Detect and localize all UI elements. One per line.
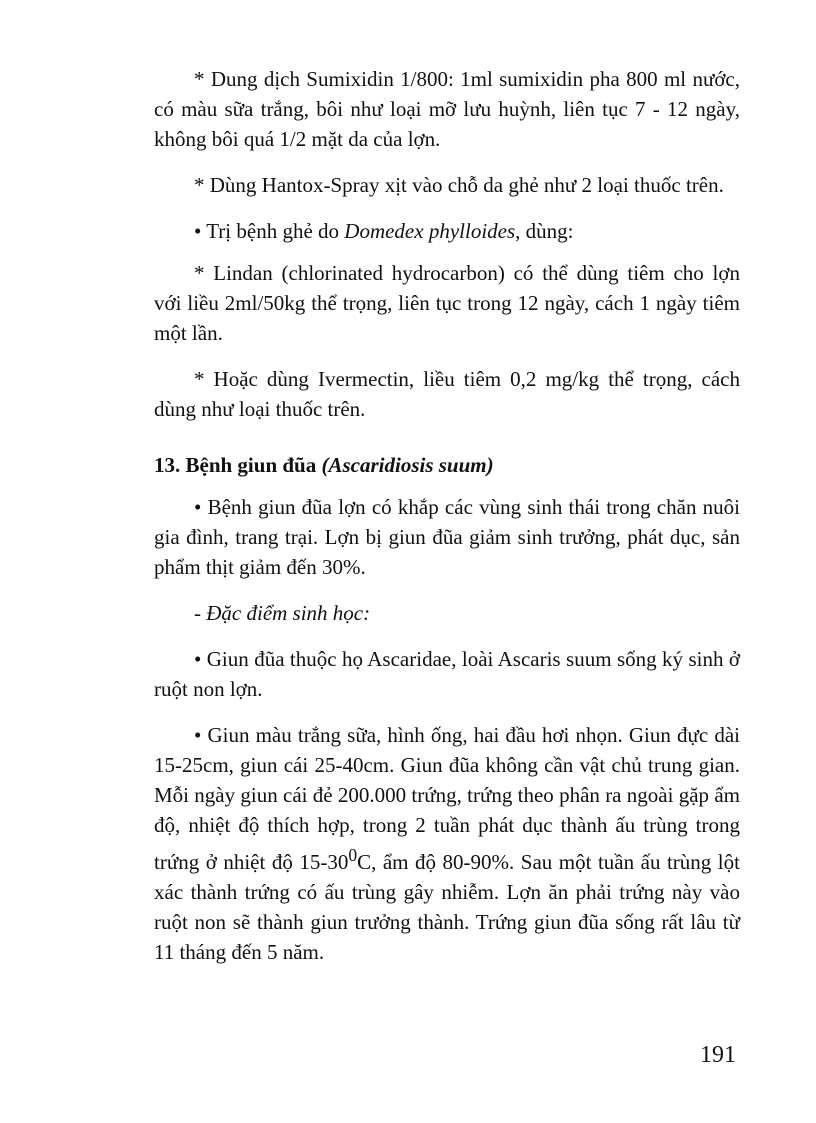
paragraph-domedex (154, 216, 740, 246)
subheading-biology: - Đặc điểm sinh học: (194, 601, 371, 625)
paragraph-ascaris-lifecycle (154, 720, 740, 967)
paragraph-hantox: * Dùng Hantox-Spray xịt vào chỗ da ghẻ như 2 loại thuốc trên. (194, 173, 724, 197)
domedex-prefix: • Trị bệnh ghẻ do (194, 219, 345, 243)
section-heading-title: 13. Bệnh giun đũa (154, 453, 322, 477)
paragraph-ivermectin: * Hoặc dùng Ivermectin, liều tiêm 0,2 mg/kg thể trọng, cách dùng như loại thuốc trên. (154, 367, 740, 421)
paragraph-sumixidin: * Dung dịch Sumixidin 1/800: 1ml sumixidin pha 800 ml nước, có màu sữa trắng, bôi như loại mỡ lưu huỳnh, liên tục 7 - 12 ngày, không bôi quá 1/2 mặt da của lợn. (154, 67, 740, 151)
domedex-species: Domedex phylloides (344, 219, 516, 243)
paragraph-ascaris-intro: • Bệnh giun đũa lợn có khắp các vùng sinh thái trong chăn nuôi gia đình, trang trại. Lợn bị giun đũa giảm sinh trưởng, phát dục, sản phẩm thịt giảm đến 30%. (154, 495, 740, 579)
page-body (154, 64, 740, 983)
degree-mark: 0 (348, 845, 358, 865)
section-heading (154, 450, 740, 480)
section-heading-latin: (Ascaridiosis suum) (321, 453, 494, 477)
page-number: 191 (700, 1042, 736, 1068)
lifecycle-text-1: • Giun màu trắng sữa, hình ống, hai đầu hơi nhọn. Giun đực dài 15-25cm, giun cái 25-40cm. Giun đũa không cần vật chủ trung gian. Mỗi ngày giun cái đẻ 200.000 trứng, trứng theo phân ra ngoài gặp ẩm độ, nhiệt độ thích hợp, trong 2 tuần phát dục thành ấu trùng trong trứng ở nhiệt độ 15-30 (154, 723, 740, 874)
domedex-suffix: , dùng: (515, 219, 574, 243)
lifecycle-text-2: C, ẩm độ 80-90%. Sau một tuần ấu trùng lột xác thành trứng có ấu trùng gây nhiễm. Lợn ăn phải trứng này vào ruột non sẽ thành giun trưởng thành. Trứng giun đũa sống rất lâu từ 11 tháng đến 5 năm. (154, 850, 740, 964)
paragraph-ascaris-family: • Giun đũa thuộc họ Ascaridae, loài Ascaris suum sống ký sinh ở ruột non lợn. (154, 647, 740, 701)
paragraph-lindan: * Lindan (chlorinated hydrocarbon) có thể dùng tiêm cho lợn với liều 2ml/50kg thể trọng, liên tục trong 12 ngày, cách 1 ngày tiêm một lần. (154, 261, 740, 345)
